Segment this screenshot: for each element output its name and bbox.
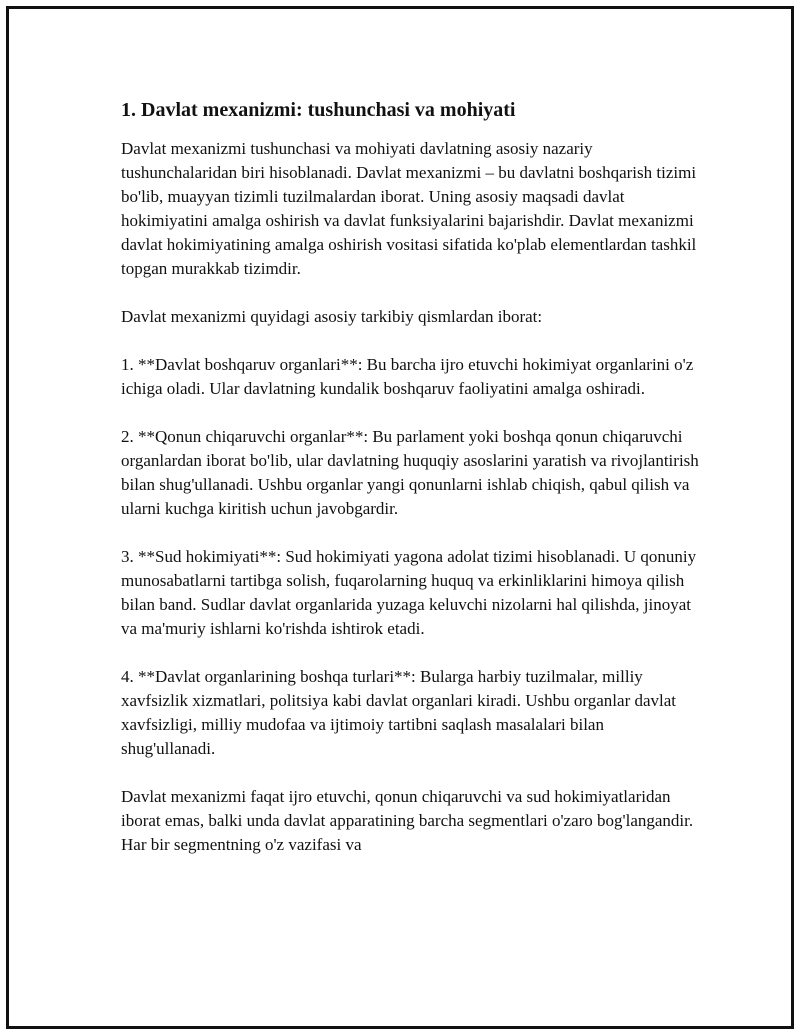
paragraph-intro: Davlat mexanizmi tushunchasi va mohiyati davlatning asosiy nazariy tushunchalaridan biri hisoblanadi. Davlat mexanizmi – bu davlatni boshqarish tizimi bo'lib, muayyan tizimli tuzilmalardan iborat. Uning asosiy maqsadi davlat hokimiyatini amalga oshirish va davlat funksiyalarini bajarishdir. Davlat mexanizmi davlat hokimiyatining amalga oshirish vositasi sifatida ko'plab elementlardan tashkil topgan murakkab tizimdir. — [121, 139, 697, 278]
paragraph-item-2: 2. **Qonun chiqaruvchi organlar**: Bu parlament yoki boshqa qonun chiqaruvchi organlardan iborat bo'lib, ular davlatning huquqiy asoslarini yaratish va rivojlantirish bilan shug'ullanadi. Ushbu organlar yangi qonunlarni ishlab chiqish, qabul qilish va ularni kuchga kiritish uchun javobgardir. — [121, 427, 699, 518]
paragraph-components-lead: Davlat mexanizmi quyidagi asosiy tarkibiy qismlardan iborat: — [121, 307, 543, 326]
section-heading: 1. Davlat mexanizmi: tushunchasi va mohiyati — [121, 99, 516, 121]
document-body — [121, 97, 701, 881]
page-frame — [6, 6, 794, 1029]
paragraph-item-3: 3. **Sud hokimiyati**: Sud hokimiyati yagona adolat tizimi hisoblanadi. U qonuniy munosabatlarni tartibga solish, fuqarolarning huquq va erkinliklarini himoya qilish bilan band. Sudlar davlat organlarida yuzaga keluvchi nizolarni hal qilishda, jinoyat va ma'muriy ishlarni ko'rishda ishtirok etadi. — [121, 547, 697, 638]
paragraph-conclusion: Davlat mexanizmi faqat ijro etuvchi, qonun chiqaruvchi va sud hokimiyatlaridan iborat emas, balki unda davlat apparatining barcha segmentlari o'zaro bog'langandir. Har bir segmentning o'z vazifasi va — [121, 787, 694, 854]
paragraph-item-4: 4. **Davlat organlarining boshqa turlari**: Bularga harbiy tuzilmalar, milliy xavfsizlik xizmatlari, politsiya kabi davlat organlari kiradi. Ushbu organlar davlat xavfsizligi, milliy mudofaa va ijtimoiy tartibni saqlash masalalari bilan shug'ullanadi. — [121, 667, 677, 758]
paragraph-item-1: 1. **Davlat boshqaruv organlari**: Bu barcha ijro etuvchi hokimiyat organlarini o'z ichiga oladi. Ular davlatning kundalik boshqaruv faoliyatini amalga oshiradi. — [121, 355, 694, 398]
